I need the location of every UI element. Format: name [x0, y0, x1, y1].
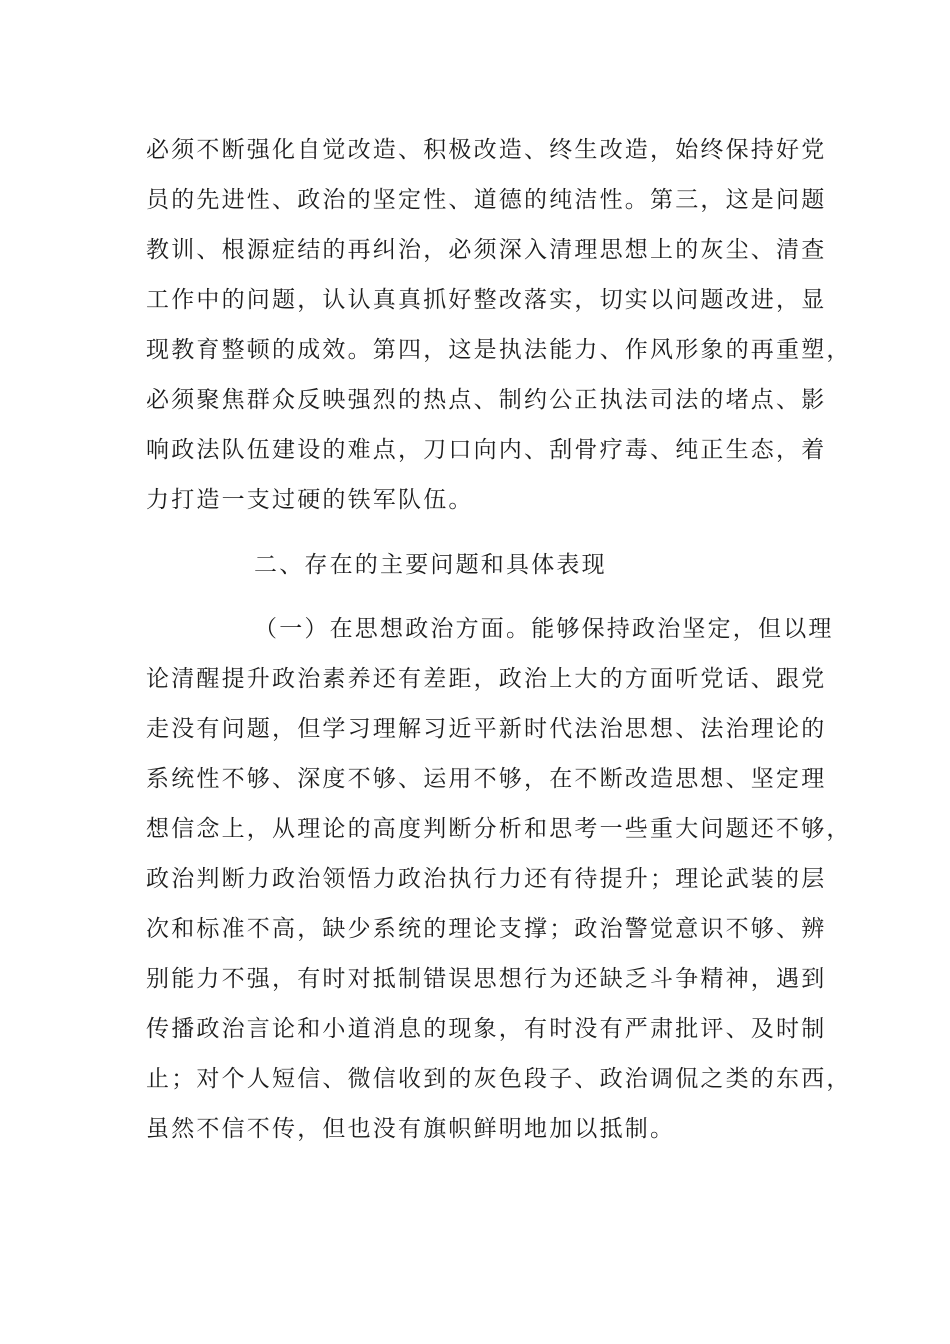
paragraph-2-line-1: （一）在思想政治方面。能够保持政治坚定，但以理: [254, 616, 834, 642]
paragraph-1-line-7: 响政法队伍建设的难点，刀口向内、刮骨疗毒、纯正生态，着: [146, 437, 827, 463]
paragraph-2-line-8: 别能力不强，有时对抵制错误思想行为还缺乏斗争精神，遇到: [146, 966, 827, 992]
paragraph-1-line-5: 现教育整顿的成效。第四，这是执法能力、作风形象的再重塑，: [146, 337, 852, 363]
paragraph-2-line-3: 走没有问题，但学习理解习近平新时代法治思想、法治理论的: [146, 716, 827, 742]
paragraph-2-line-6: 政治判断力政治领悟力政治执行力还有待提升；理论武装的层: [146, 866, 827, 892]
paragraph-2-line-11: 虽然不信不传，但也没有旗帜鲜明地加以抵制。: [146, 1116, 676, 1142]
paragraph-1-line-1: 必须不断强化自觉改造、积极改造、终生改造，始终保持好党: [146, 137, 827, 163]
section-heading: 二、存在的主要问题和具体表现: [254, 552, 607, 578]
paragraph-2-line-9: 传播政治言论和小道消息的现象，有时没有严肃批评、及时制: [146, 1016, 827, 1042]
paragraph-2-line-5: 想信念上，从理论的高度判断分析和思考一些重大问题还不够，: [146, 816, 852, 842]
paragraph-1-line-6: 必须聚焦群众反映强烈的热点、制约公正执法司法的堵点、影: [146, 387, 827, 413]
paragraph-1-line-3: 教训、根源症结的再纠治，必须深入清理思想上的灰尘、清查: [146, 237, 827, 263]
paragraph-2-line-4: 系统性不够、深度不够、运用不够，在不断改造思想、坚定理: [146, 766, 827, 792]
paragraph-2-line-2: 论清醒提升政治素养还有差距，政治上大的方面听党话、跟党: [146, 666, 827, 692]
paragraph-1-line-8: 力打造一支过硬的铁军队伍。: [146, 487, 474, 513]
paragraph-1-line-2: 员的先进性、政治的坚定性、道德的纯洁性。第三，这是问题: [146, 187, 827, 213]
paragraph-1-line-4: 工作中的问题，认认真真抓好整改落实，切实以问题改进，显: [146, 287, 827, 313]
paragraph-2-line-10: 止；对个人短信、微信收到的灰色段子、政治调侃之类的东西，: [146, 1066, 852, 1092]
paragraph-2-line-7: 次和标准不高，缺少系统的理论支撑；政治警觉意识不够、辨: [146, 916, 827, 942]
